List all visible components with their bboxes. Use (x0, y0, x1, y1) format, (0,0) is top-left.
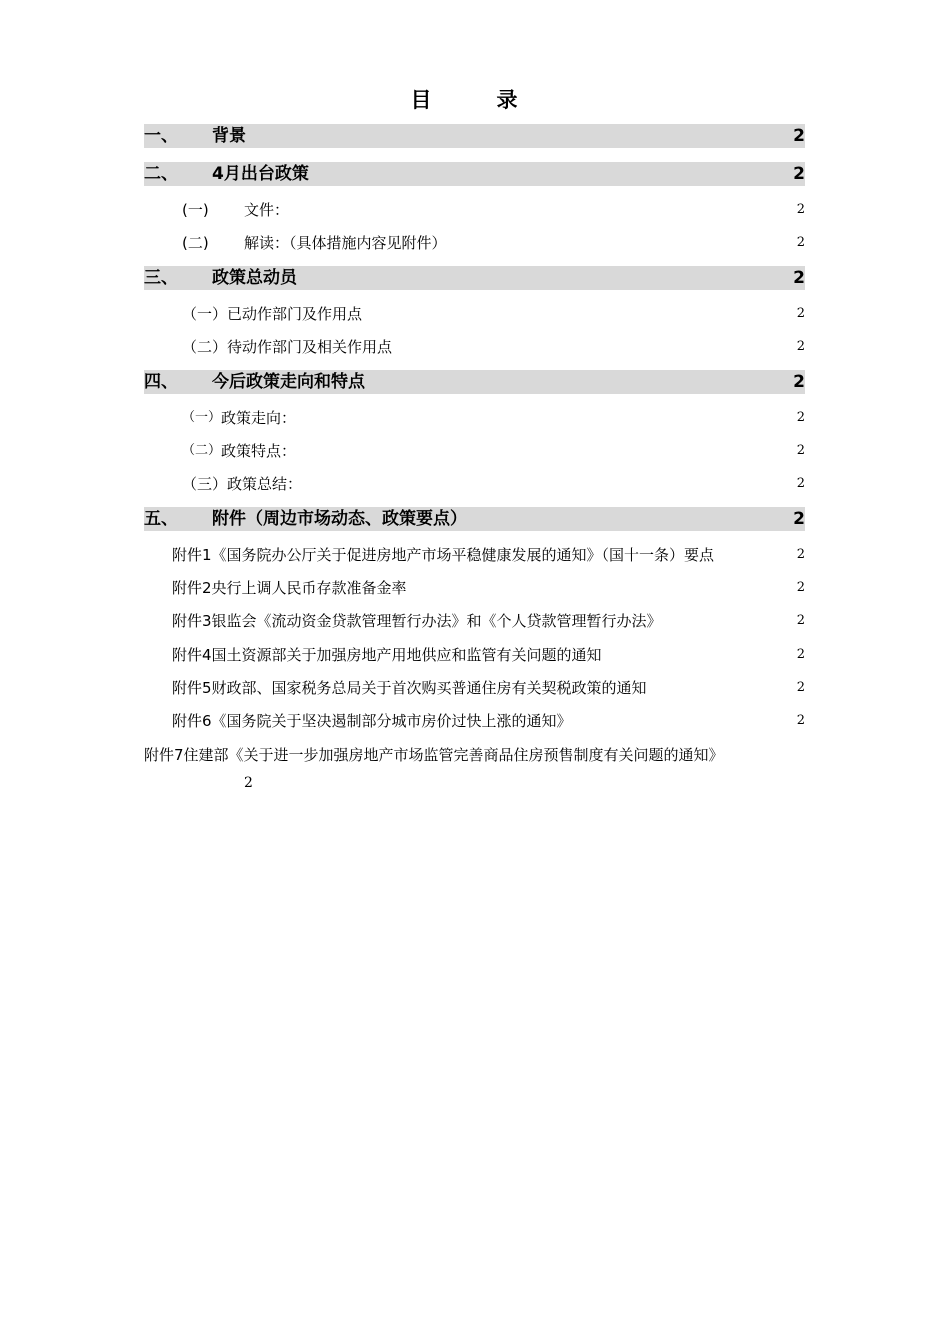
toc-text: 附件2央行上调人民币存款准备金率 (172, 579, 407, 597)
toc-entry-attachment-6[interactable] (172, 710, 805, 732)
toc-page-number: 2 (793, 268, 805, 288)
toc-entry-attachments[interactable] (144, 507, 805, 531)
toc-page-number: 2 (796, 476, 805, 491)
toc-page-number: 2 (793, 509, 805, 529)
toc-entry-pending-departments[interactable] (182, 336, 805, 358)
toc-number: (一) (182, 201, 209, 219)
toc-number: 五、 (144, 509, 178, 529)
toc-number: （一） (182, 410, 222, 425)
toc-text: 待动作部门及相关作用点 (227, 338, 393, 356)
toc-entry-attachment-1[interactable] (172, 544, 805, 566)
toc-text: 解读：（具体措施内容见附件） (244, 234, 447, 252)
toc-entry-attachment-2[interactable] (172, 577, 805, 599)
toc-text: 已动作部门及作用点 (227, 305, 363, 323)
toc-entry-background[interactable] (144, 124, 805, 148)
toc-number: 四、 (144, 372, 178, 392)
toc-number: 一、 (144, 126, 178, 146)
toc-page-number: 2 (796, 202, 805, 217)
toc-page-number-attachment-7: 2 (244, 775, 253, 791)
toc-text: 政策总动员 (212, 268, 297, 288)
toc-text: 附件4国土资源部关于加强房地产用地供应和监管有关问题的通知 (172, 646, 602, 664)
toc-page-number: 2 (796, 443, 805, 458)
toc-page-number: 2 (796, 306, 805, 321)
toc-entry-policy-summary[interactable] (182, 473, 805, 495)
toc-entry-attachment-4[interactable] (172, 644, 805, 666)
toc-entry-policy-mobilization[interactable] (144, 266, 805, 290)
toc-page-number: 2 (796, 410, 805, 425)
toc-entry-active-departments[interactable] (182, 303, 805, 325)
toc-page-number: 2 (793, 372, 805, 392)
toc-entry-documents[interactable] (182, 199, 805, 221)
toc-page-number: 2 (796, 647, 805, 662)
toc-number: （二） (182, 443, 222, 458)
toc-page-number: 2 (793, 164, 805, 184)
toc-number: 二、 (144, 164, 178, 184)
toc-entry-attachment-7[interactable]: 附件7住建部《关于进一步加强房地产市场监管完善商品住房预售制度有关问题的通知》 (144, 746, 724, 764)
toc-number: （二） (182, 338, 228, 356)
toc-entry-future-direction[interactable] (144, 370, 805, 394)
toc-entry-policy-direction[interactable] (182, 407, 805, 429)
toc-entry-interpretation[interactable] (182, 232, 805, 254)
toc-page-number: 2 (793, 126, 805, 146)
toc-entry-attachment-3[interactable] (172, 610, 805, 632)
toc-text: 附件1《国务院办公厅关于促进房地产市场平稳健康发展的通知》（国十一条）要点 (172, 546, 715, 564)
toc-text: 背景 (212, 126, 246, 146)
toc-text: 附件6《国务院关于坚决遏制部分城市房价过快上涨的通知》 (172, 712, 572, 730)
toc-text: 政策总结： (227, 475, 303, 493)
toc-number: 三、 (144, 268, 178, 288)
toc-entry-attachment-5[interactable] (172, 677, 805, 699)
toc-page-number: 2 (796, 713, 805, 728)
toc-text: 附件（周边市场动态、政策要点） (212, 509, 467, 529)
toc-page-number: 2 (796, 547, 805, 562)
toc-page-number: 2 (796, 680, 805, 695)
toc-text: 附件3银监会《流动资金贷款管理暂行办法》和《个人贷款管理暂行办法》 (172, 612, 662, 630)
toc-text: 4月出台政策 (212, 164, 309, 184)
toc-entry-policy-features[interactable] (182, 440, 805, 462)
toc-page-number: 2 (796, 339, 805, 354)
toc-text: 附件5财政部、国家税务总局关于首次购买普通住房有关契税政策的通知 (172, 679, 647, 697)
toc-text: 政策特点： (221, 442, 297, 460)
toc-text: 文件： (244, 201, 290, 219)
toc-text: 今后政策走向和特点 (212, 372, 365, 392)
toc-page-number: 2 (796, 235, 805, 250)
toc-page-number: 2 (796, 580, 805, 595)
toc-entry-april-policy[interactable] (144, 162, 805, 186)
toc-page-number: 2 (796, 613, 805, 628)
toc-number: （三） (182, 475, 228, 493)
page-title: 目 录 (410, 88, 540, 112)
toc-number: （一） (182, 305, 228, 323)
toc-number: (二) (182, 234, 209, 252)
toc-text: 政策走向： (221, 409, 297, 427)
